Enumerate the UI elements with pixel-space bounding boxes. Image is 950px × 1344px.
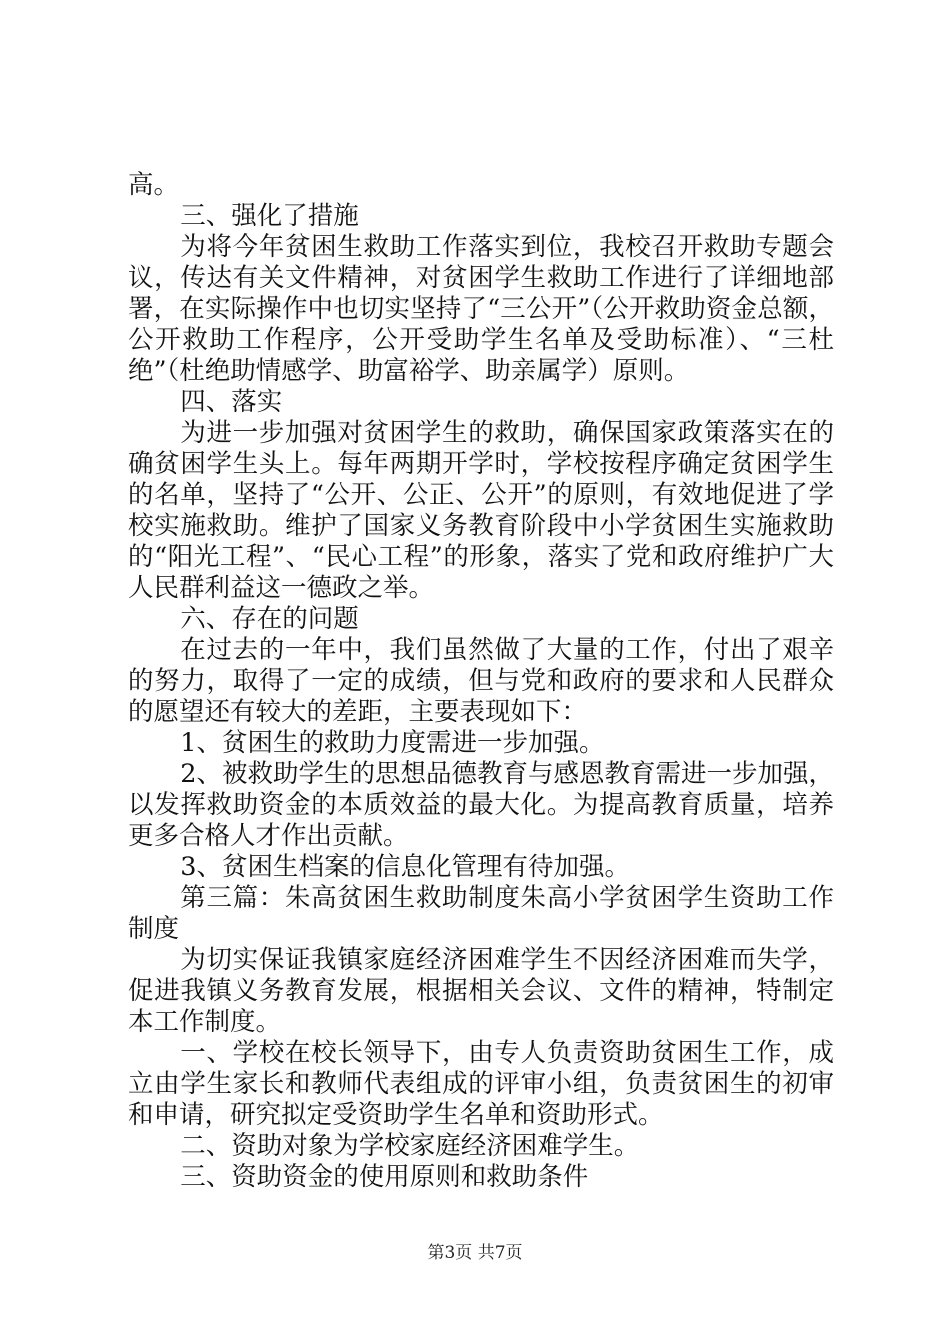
section-heading-existing-problems: 六、存在的问题 bbox=[180, 604, 359, 634]
paragraph: 一、学校在校长领导下，由专人负责资助贫困生工作，成立由学生家长和教师代表组成的评审小组，负责贫困生的初审和申请，研究拟定受资助学生名单和资助形式。 bbox=[128, 1038, 834, 1130]
document-body bbox=[128, 170, 834, 1193]
paragraph: 为进一步加强对贫困学生的救助，确保国家政策落实在的确贫困学生头上。每年两期开学时，学校按程序确定贫困学生的名单，坚持了“公开、公正、公开”的原则，有效地促进了学校实施救助。维护了国家义务教育阶段中小学贫困生实施救助的“阳光工程”、“民心工程”的形象，落实了党和政府维护广大人民群利益这一德政之举。 bbox=[128, 418, 834, 603]
section-heading-implementation: 四、落实 bbox=[180, 387, 283, 417]
section-heading-funding-principles: 三、资助资金的使用原则和救助条件 bbox=[180, 1162, 589, 1192]
paragraph: 在过去的一年中，我们虽然做了大量的工作，付出了艰辛的努力，取得了一定的成绩，但与党和政府的要求和人民群众的愿望还有较大的差距，主要表现如下： bbox=[128, 635, 834, 727]
paragraph: 二、资助对象为学校家庭经济困难学生。 bbox=[180, 1131, 640, 1161]
chapter-heading: 第三篇：朱高贫困生救助制度朱高小学贫困学生资助工作制度 bbox=[128, 883, 834, 944]
section-heading-strengthen-measures: 三、强化了措施 bbox=[180, 201, 359, 231]
page-number: 第3页 共7页 bbox=[427, 1243, 523, 1263]
list-item: 1、贫困生的救助力度需进一步加强。 bbox=[180, 728, 605, 758]
paragraph-continuation: 高。 bbox=[128, 170, 180, 200]
paragraph: 为将今年贫困生救助工作落实到位，我校召开救助专题会议，传达有关文件精神，对贫困学生救助工作进行了详细地部署，在实际操作中也切实坚持了“三公开”（公开救助资金总额，公开救助工作程序，公开受助学生名单及受助标准）、“三杜绝”（杜绝助情感学、助富裕学、助亲属学）原则。 bbox=[128, 232, 834, 386]
paragraph: 为切实保证我镇家庭经济困难学生不因经济困难而失学，促进我镇义务教育发展，根据相关会议、文件的精神，特制定本工作制度。 bbox=[128, 945, 834, 1037]
list-item: 2、被救助学生的思想品德教育与感恩教育需进一步加强，以发挥救助资金的本质效益的最大化。为提高教育质量，培养更多合格人才作出贡献。 bbox=[128, 759, 834, 851]
list-item: 3、贫困生档案的信息化管理有待加强。 bbox=[180, 852, 630, 882]
